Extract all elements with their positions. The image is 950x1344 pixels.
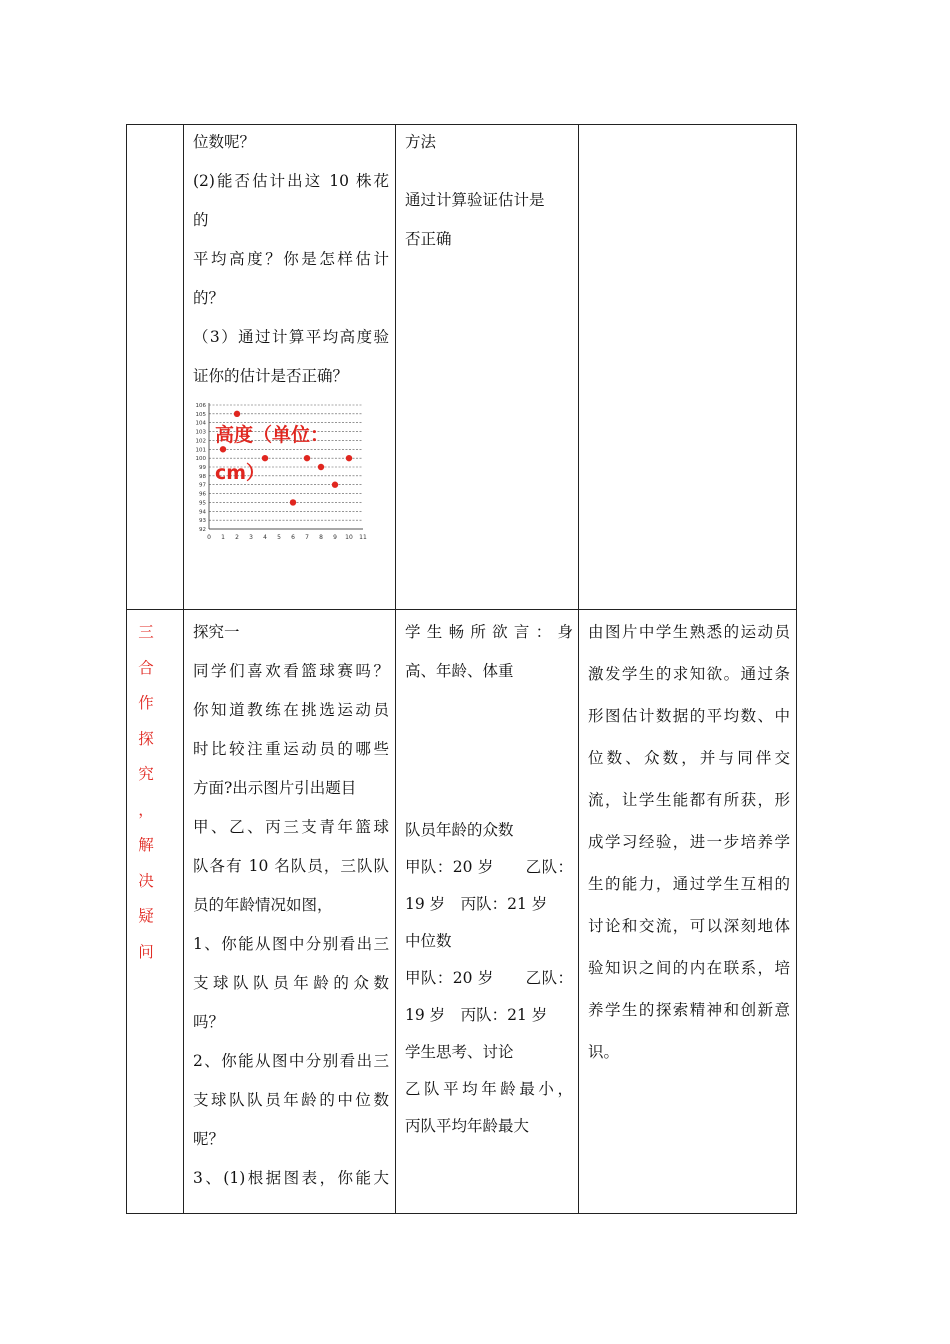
chart-title: 高度（单位：: [215, 424, 330, 446]
x-tick-label: 11: [359, 534, 367, 541]
x-tick-label: 4: [263, 534, 267, 541]
y-tick-label: 94: [199, 509, 206, 516]
y-tick-label: 95: [199, 500, 206, 507]
text-line: 1、你能从图中分别看出三: [193, 935, 389, 953]
text-line: 支球队队员年龄的中位数: [193, 1091, 389, 1109]
text-line: 作: [138, 694, 154, 712]
text-line: 甲队：20 岁 乙队：: [405, 858, 573, 876]
text-line: 丙队平均年龄最大: [405, 1117, 530, 1135]
text-line: （3）通过计算平均高度验: [193, 328, 389, 346]
text-line: 3、(1)根据图表，你能大: [193, 1169, 389, 1187]
text-line: 学生思考、讨论: [405, 1043, 514, 1061]
text-line: 讨论和交流，可以深刻地体: [588, 917, 790, 935]
text-line: 呢？: [193, 1130, 225, 1148]
x-tick-label: 2: [235, 534, 239, 541]
method-label: 方法: [405, 133, 437, 151]
student-answer-text: [405, 817, 573, 1150]
text-line: 甲、乙、丙三支青年篮球: [193, 818, 389, 836]
column-divider: [395, 125, 396, 1213]
text-line: 位数呢？: [193, 133, 256, 151]
top-method-text: [405, 187, 575, 265]
text-line: 成学习经验，进一步培养学: [588, 833, 790, 851]
top-question-text: [193, 129, 389, 402]
text-line: 通过计算验证估计是: [405, 191, 545, 209]
text-line: 激发学生的求知欲。通过条: [588, 665, 790, 683]
text-line: 高、年龄、体重: [405, 662, 514, 680]
text-line: 的: [193, 211, 209, 229]
y-tick-label: 103: [195, 429, 206, 436]
x-tick-label: 7: [305, 534, 309, 541]
text-line: 形图估计数据的平均数、中: [588, 707, 790, 725]
x-tick-label: 3: [249, 534, 253, 541]
text-line: 吗？: [193, 1013, 225, 1031]
x-tick-label: 6: [291, 534, 295, 541]
text-line: 验知识之间的内在联系，培: [588, 959, 790, 977]
data-point: [332, 482, 338, 488]
text-line: 同学们喜欢看篮球赛吗？: [193, 662, 389, 680]
text-line: (2)能否估计出这 10 株花: [193, 172, 389, 190]
text-line: 中位数: [405, 932, 452, 950]
data-point: [304, 455, 310, 461]
chart-title-continued: cm）: [215, 462, 266, 484]
text-line: 养学生的探索精神和创新意: [588, 1001, 790, 1019]
student-response-text: [405, 619, 573, 697]
x-tick-label: 9: [333, 534, 337, 541]
y-tick-label: 102: [195, 438, 206, 445]
text-line: 探究一: [193, 623, 240, 641]
y-tick-label: 96: [199, 491, 206, 498]
text-line: 否正确: [405, 230, 452, 248]
text-line: 甲队：20 岁 乙队：: [405, 969, 573, 987]
text-line: 探: [138, 729, 154, 748]
y-tick-label: 93: [199, 518, 206, 525]
text-line: 合: [138, 658, 154, 677]
data-point: [290, 499, 296, 505]
data-point: [234, 411, 240, 417]
text-line: 生的能力，通过学生互相的: [588, 875, 790, 893]
design-intent-text: [588, 619, 790, 1081]
x-tick-label: 0: [207, 534, 211, 541]
inquiry-text: [193, 619, 389, 1204]
text-line: 决: [138, 871, 154, 890]
y-tick-label: 99: [199, 465, 206, 471]
text-line: ，: [138, 800, 154, 819]
x-tick-label: 8: [319, 534, 323, 541]
text-line: 支球队队员年龄的众数: [193, 974, 389, 992]
data-point: [220, 446, 226, 452]
text-line: 问: [138, 942, 154, 961]
data-point: [346, 455, 352, 461]
y-tick-label: 101: [195, 447, 206, 454]
y-tick-label: 97: [199, 482, 206, 489]
text-line: 识。: [588, 1043, 620, 1061]
data-point: [262, 455, 268, 461]
x-tick-label: 10: [345, 534, 353, 541]
text-line: 你知道教练在挑选运动员: [193, 701, 389, 719]
text-line: 学生畅所欲言：身: [405, 623, 573, 641]
column-divider: [183, 125, 184, 1213]
x-tick-label: 1: [221, 534, 225, 541]
text-line: 位数、众数，并与同伴交: [588, 749, 790, 767]
y-tick-label: 104: [195, 420, 206, 427]
text-line: 疑: [138, 907, 154, 925]
column-divider: [578, 125, 579, 1213]
text-line: 解: [138, 836, 154, 854]
x-tick-label: 5: [277, 534, 281, 541]
text-line: 队员年龄的众数: [405, 821, 514, 839]
text-line: 平均高度？你是怎样估计: [193, 250, 389, 268]
y-tick-label: 92: [199, 527, 206, 533]
text-line: 19 岁 丙队：21 岁: [405, 895, 548, 913]
text-line: 方面?出示图片引出题目: [193, 779, 357, 797]
y-tick-label: 98: [199, 473, 206, 480]
text-line: 证你的估计是否正确？: [193, 367, 349, 385]
text-line: 时比较注重运动员的哪些: [193, 740, 389, 758]
height-scatter-chart: [193, 397, 373, 547]
text-line: 2、你能从图中分别看出三: [193, 1052, 389, 1070]
text-line: 的？: [193, 289, 225, 307]
lesson-table: [126, 124, 797, 1214]
text-line: 三: [138, 623, 154, 641]
y-tick-label: 106: [195, 403, 206, 409]
text-line: 19 岁 丙队：21 岁: [405, 1006, 548, 1024]
text-line: 乙队平均年龄最小，: [405, 1080, 573, 1098]
text-line: 员的年龄情况如图，: [193, 896, 333, 914]
text-line: 由图片中学生熟悉的运动员: [588, 623, 790, 641]
text-line: 流，让学生能都有所获，形: [588, 791, 790, 809]
stage-label: [136, 619, 156, 974]
text-line: 究: [138, 765, 154, 783]
row-divider: [127, 609, 796, 610]
y-tick-label: 100: [195, 456, 206, 463]
data-point: [318, 464, 324, 470]
y-tick-label: 105: [195, 411, 206, 418]
text-line: 队各有 10 名队员，三队队: [193, 857, 389, 875]
